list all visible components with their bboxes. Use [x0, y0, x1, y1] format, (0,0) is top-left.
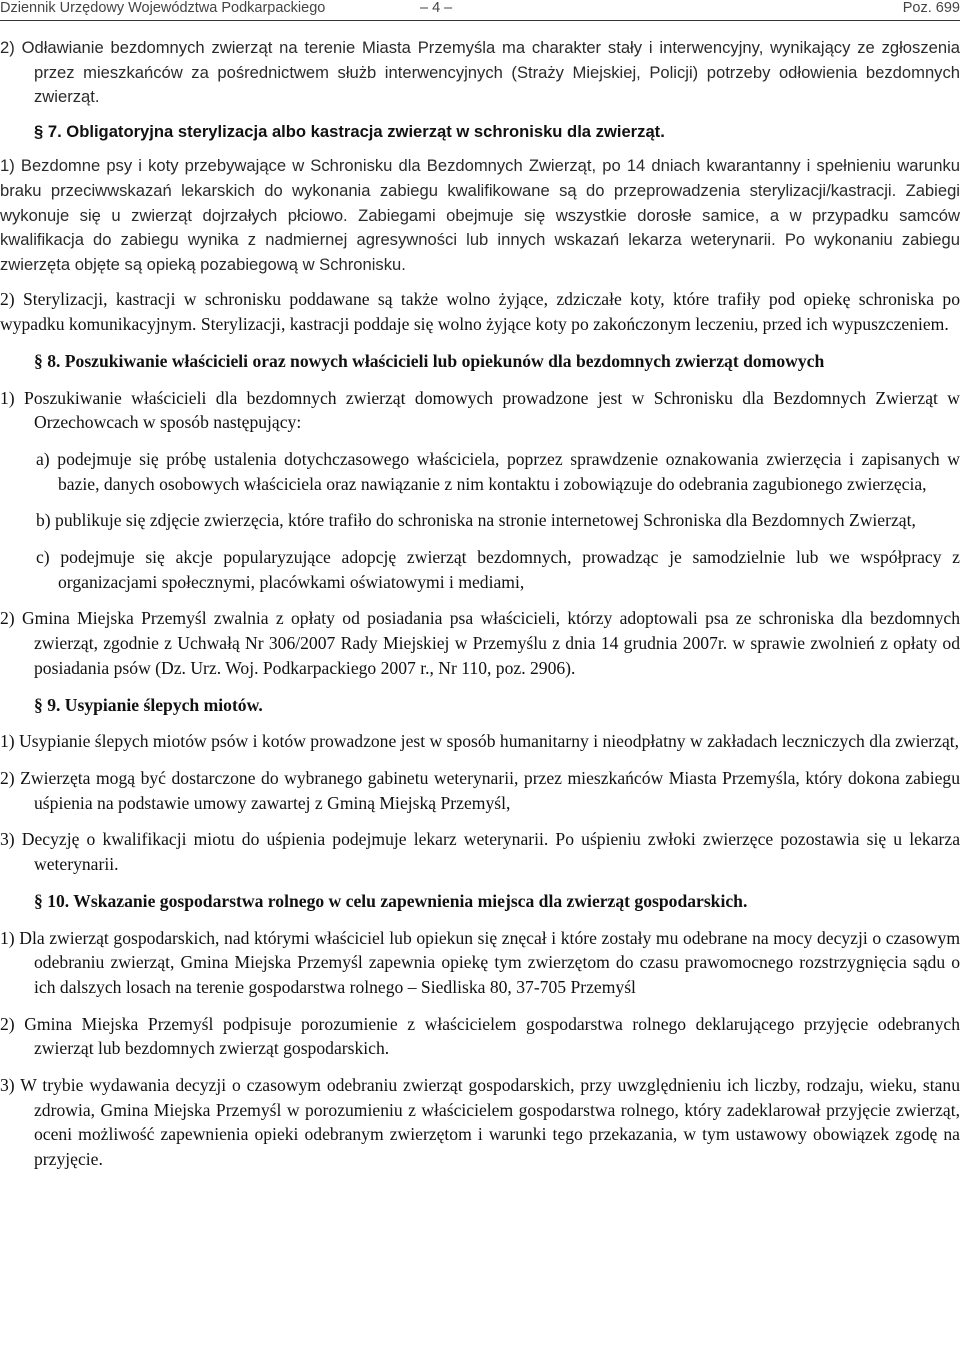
section-10-paragraph-2: 2) Gmina Miejska Przemyśl podpisuje porozumienie z właścicielem gospodarstwa rolnego deklarującego przyjęcie odebranych zwierząt lub bezdomnych zwierząt gospodarskich. [0, 1013, 960, 1059]
section-7-paragraph-1: 1) Bezdomne psy i koty przebywające w Schronisku dla Bezdomnych Zwierząt, po 14 dniach kwarantanny i spełnieniu warunku braku przeciwwskazań lekarskich do wykonania zabiegu kwalifikowane są do przeprowadzenia sterylizacji/kastracji. Zabiegi wykonuje się u zwierząt dojrzałych płciowo. Zabiegami obejmuje się wszystkie dorosłe samice, a w przypadku samców kwalifikacja do zabiegu wynika z nadmiernej agresywności lub innych wskazań lekarza weterynarii. Po wykonaniu zabiegu zwierzęta objęte są opieką pozabiegową w Schronisku. [0, 156, 960, 274]
section-8-item-b: b) publikuje się zdjęcie zwierzęcia, które trafiło do schroniska na stronie internetowej Schroniska dla Bezdomnych Zwierząt, [36, 510, 916, 531]
journal-title: Dziennik Urzędowy Województwa Podkarpackiego [0, 0, 326, 16]
document-body [0, 36, 960, 1172]
page-number: – 4 – [420, 0, 453, 16]
section-9-paragraph-2: 2) Zwierzęta mogą być dostarczone do wybranego gabinetu weterynarii, przez mieszkańców Miasta Przemyśla, który dokona zabiegu uśpienia na podstawie umowy zawartej z Gminą Miejską Przemyśl, [0, 768, 960, 813]
page-header [0, 0, 960, 20]
section-7-paragraph-2: 2) Sterylizacji, kastracji w schronisku poddawane są także wolno żyjące, zdziczałe koty, które trafiły pod opiekę schroniska po wypadku komunikacyjnym. Sterylizacji, kastracji poddaje się wolno żyjące koty po zakończonym leczeniu, przed ich wypuszczeniem. [0, 289, 960, 335]
section-10-paragraph-1: 1) Dla zwierząt gospodarskich, nad którymi właściciel lub opiekun się znęcał i które zostały mu odebrane na mocy decyzji o czasowym odebraniu zwierząt, Gmina Miejska Przemyśl zapewnia opiekę tym zwierzętom do czasu prawomocnego rozstrzygnięcia sądu o ich dalszych losach na terenie gospodarstwa rolnego – Siedliska 80, 37-705 Przemyśl [0, 927, 960, 997]
paragraph-6-2: 2) Odławianie bezdomnych zwierząt na terenie Miasta Przemyśla ma charakter stały i interwencyjny, wynikający ze zgłoszenia przez mieszkańców za pośrednictwem służb interwencyjnych (Straży Miejskiej, Policji) potrzeby odłowienia bezdomnych zwierząt. [0, 38, 960, 107]
header-rule [0, 20, 960, 21]
section-8-item-c: c) podejmuje się akcje popularyzujące adopcję zwierząt bezdomnych, prowadząc je samodzielnie lub we współpracy z organizacjami społecznymi, placówkami oświatowymi i mediami, [36, 547, 960, 592]
section-9-heading: § 9. Usypianie ślepych miotów. [34, 694, 263, 715]
position-number: Poz. 699 [902, 0, 960, 16]
section-8-paragraph-2: 2) Gmina Miejska Przemyśl zwalnia z opłaty od posiadania psa właścicieli, którzy adoptowali psa ze schroniska dla bezdomnych zwierząt, zgodnie z Uchwałą Nr 306/2007 Rady Miejskiej w Przemyślu z dnia 14 grudnia 2007r. w sprawie zwolnień z opłaty od posiadania psów (Dz. Urz. Woj. Podkarpackiego 2007 r., Nr 110, poz. 2906). [0, 608, 960, 678]
section-8-heading: § 8. Poszukiwanie właścicieli oraz nowych właścicieli lub opiekunów dla bezdomnych zwierząt domowych [34, 350, 825, 371]
section-10-heading: § 10. Wskazanie gospodarstwa rolnego w celu zapewnienia miejsca dla zwierząt gospodarskich. [34, 890, 748, 911]
section-10-paragraph-3: 3) W trybie wydawania decyzji o czasowym odebraniu zwierząt gospodarskich, przy uwzględnieniu ich liczby, rodzaju, wieku, stanu zdrowia, Gmina Miejska Przemyśl w porozumieniu z właścicielem gospodarstwa rolnego, który zadeklarował przyjęcie zwierząt, oceni możliwość zapewnienia opieki odebranym zwierzętom i warunki tego przekazania, w tym ustawowy obowiązek zgodę na przyjęcie. [0, 1075, 960, 1170]
section-7-heading: § 7. Obligatoryjna sterylizacja albo kastracja zwierząt w schronisku dla zwierząt. [34, 121, 665, 141]
section-8-paragraph-1: 1) Poszukiwanie właścicieli dla bezdomnych zwierząt domowych prowadzone jest w Schronisku dla Bezdomnych Zwierząt w Orzechowcach w sposób następujący: [0, 387, 960, 433]
section-8-item-a: a) podejmuje się próbę ustalenia dotychczasowego właściciela, poprzez sprawdzenie oznakowania zwierzęcia i zapisanych w bazie, danych osobowych właściciela oraz nawiązanie z nim kontaktu i zobowiązuje do odebrania zagubionego zwierzęcia, [36, 448, 960, 494]
section-9-paragraph-3: 3) Decyzję o kwalifikacji miotu do uśpienia podejmuje lekarz weterynarii. Po uśpieniu zwłoki zwierzęce pozostawia się u lekarza weterynarii. [0, 829, 960, 875]
section-9-paragraph-1: 1) Usypianie ślepych miotów psów i kotów prowadzone jest w sposób humanitarny i nieodpłatny w zakładach leczniczych dla zwierząt, [0, 731, 960, 752]
